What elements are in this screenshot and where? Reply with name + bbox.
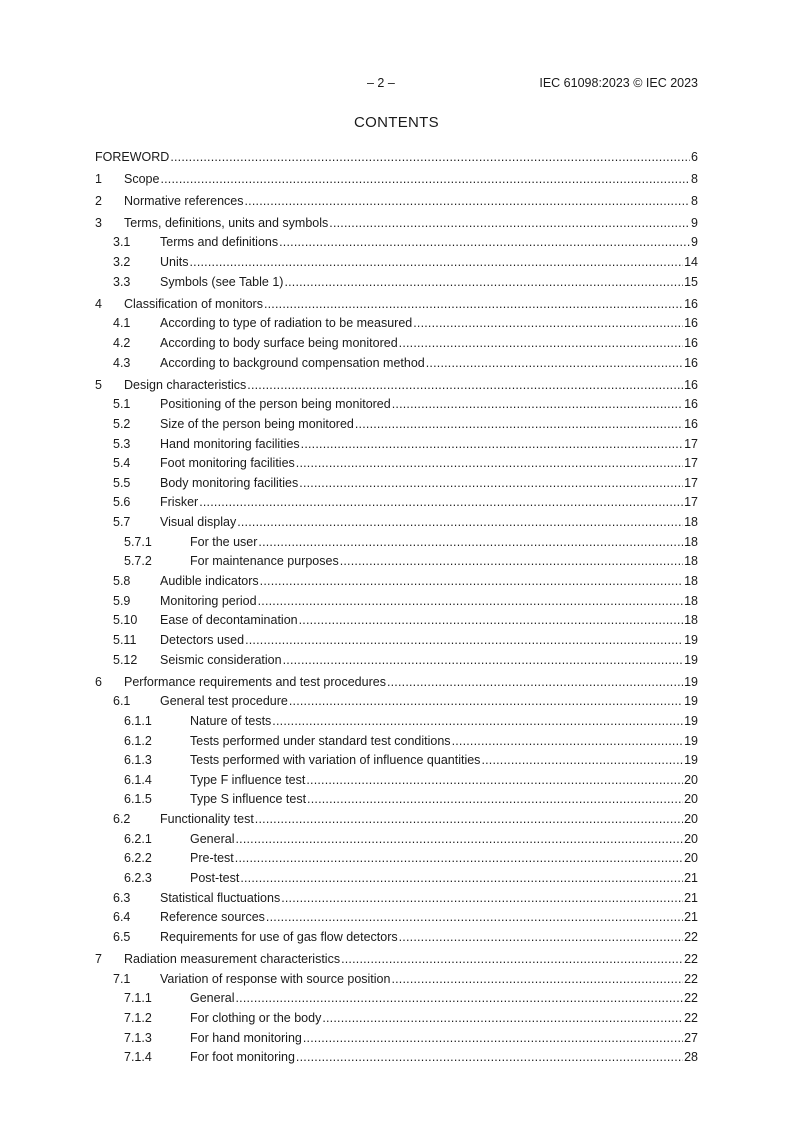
toc-dot-leader [279, 235, 690, 249]
toc-section-number: 7.1.2 [124, 1010, 152, 1025]
copyright-notice: IEC 61098:2023 © IEC 2023 [539, 76, 698, 90]
toc-section-number: 5.10 [113, 613, 138, 628]
toc-section-title: Foot monitoring facilities [160, 456, 295, 471]
toc-section-title: Detectors used [160, 632, 245, 647]
toc-dot-leader [391, 972, 683, 986]
toc-entry[interactable] [95, 627, 698, 647]
toc-section-title: Body monitoring facilities [160, 475, 299, 490]
toc-section-number: 5.1 [113, 397, 131, 412]
toc-entry[interactable] [95, 350, 698, 370]
toc-section-title: Monitoring period [160, 593, 257, 608]
toc-page-number: 16 [684, 397, 698, 412]
toc-section-title: Type S influence test [190, 792, 307, 807]
toc-section-title: General [190, 991, 235, 1006]
toc-dot-leader [199, 495, 683, 509]
toc-section-number: 6.1.4 [124, 772, 152, 787]
toc-entry[interactable] [95, 787, 698, 807]
toc-section-title: Frisker [160, 495, 199, 510]
toc-page-number: 17 [684, 456, 698, 471]
toc-page-number: 18 [684, 534, 698, 549]
toc-entry[interactable] [95, 608, 698, 628]
toc-section-number: 7 [95, 952, 102, 966]
toc-section-number: 6.1 [113, 694, 131, 709]
toc-entry[interactable] [95, 411, 698, 431]
toc-entry[interactable] [95, 669, 698, 689]
toc-entry[interactable] [95, 490, 698, 510]
toc-dot-leader [272, 714, 683, 728]
toc-entry[interactable] [95, 210, 698, 230]
toc-entry[interactable] [95, 986, 698, 1006]
toc-section-number: 6.1.3 [124, 753, 152, 768]
toc-dot-leader [258, 535, 683, 549]
toc-section-title: Reference sources [160, 910, 265, 925]
toc-dot-leader [160, 172, 690, 186]
toc-section-number: 3.2 [113, 255, 131, 270]
toc-section-number: 5.5 [113, 475, 131, 490]
toc-dot-leader [307, 792, 683, 806]
toc-dot-leader [170, 150, 690, 164]
toc-section-title: Hand monitoring facilities [160, 436, 300, 451]
toc-section-title: Size of the person being monitored [160, 416, 354, 431]
toc-page-number: 27 [684, 1030, 698, 1045]
toc-dot-leader [392, 397, 683, 411]
toc-section-number: 6.4 [113, 910, 131, 925]
toc-entry[interactable] [95, 330, 698, 350]
toc-dot-leader [481, 753, 683, 767]
toc-page-number: 21 [684, 890, 698, 905]
toc-section-number: 6.3 [113, 890, 131, 905]
toc-page-number: 18 [684, 515, 698, 530]
toc-page-number: 16 [684, 316, 698, 331]
toc-section-title: Audible indicators [160, 574, 259, 589]
toc-section-number: 6.2.3 [124, 871, 152, 886]
toc-page-number: 21 [684, 871, 698, 886]
toc-entry[interactable] [95, 826, 698, 846]
toc-page-number: 20 [684, 812, 698, 827]
toc-section-title: Tests performed with variation of influence quantities [190, 753, 481, 768]
toc-entry[interactable] [95, 269, 698, 289]
toc-section-number: 5.3 [113, 436, 131, 451]
toc-section-title: For maintenance purposes [190, 554, 339, 569]
toc-section-title: According to type of radiation to be measured [160, 316, 413, 331]
toc-page-number: 19 [684, 694, 698, 709]
toc-section-title: Tests performed under standard test conditions [190, 733, 451, 748]
toc-dot-leader [306, 773, 683, 787]
toc-page-number: 22 [684, 1010, 698, 1025]
toc-section-number: 6 [95, 674, 102, 689]
toc-entry[interactable] [95, 392, 698, 412]
toc-page-number: 19 [684, 674, 698, 689]
toc-section-number: 4.3 [113, 355, 131, 370]
toc-section-title: FOREWORD [95, 149, 170, 164]
toc-page-number: 21 [684, 910, 698, 925]
toc-section-number: 5.8 [113, 574, 131, 589]
toc-section-number: 3.3 [113, 274, 131, 289]
toc-dot-leader [329, 216, 690, 230]
toc-section-number: 5 [95, 377, 102, 392]
toc-section-number: 6.2.2 [124, 851, 152, 866]
toc-section-title: Nature of tests [190, 713, 272, 728]
toc-section-title: For clothing or the body [190, 1010, 322, 1025]
toc-dot-leader [426, 356, 683, 370]
toc-page-number: 18 [684, 554, 698, 569]
toc-page-number: 20 [684, 831, 698, 846]
toc-entry[interactable] [95, 865, 698, 885]
toc-section-number: 5.7.1 [124, 534, 152, 549]
toc-section-title: Post-test [190, 871, 240, 886]
toc-dot-leader [289, 694, 683, 708]
toc-page-number: 20 [684, 792, 698, 807]
toc-dot-leader [245, 633, 683, 647]
toc-entry[interactable] [95, 144, 698, 164]
toc-entry[interactable] [95, 708, 698, 728]
toc-dot-leader [260, 574, 683, 588]
toc-section-title: Ease of decontamination [160, 613, 298, 628]
toc-section-number: 6.1.1 [124, 713, 152, 728]
toc-dot-leader [245, 194, 691, 208]
toc-section-number: 5.6 [113, 495, 131, 510]
toc-page-number: 22 [684, 991, 698, 1006]
toc-dot-leader [322, 1011, 683, 1025]
toc-section-title: Requirements for use of gas flow detectors [160, 929, 398, 944]
toc-section-number: 5.7 [113, 515, 131, 530]
toc-entry[interactable] [95, 748, 698, 768]
toc-page-number: 16 [684, 416, 698, 431]
toc-page-number: 19 [684, 713, 698, 728]
toc-entry[interactable] [95, 588, 698, 608]
toc-dot-leader [255, 812, 683, 826]
toc-section-number: 4.2 [113, 335, 131, 350]
toc-dot-leader [301, 437, 683, 451]
toc-dot-leader [240, 871, 683, 885]
toc-dot-leader [235, 991, 683, 1005]
toc-dot-leader [387, 675, 683, 689]
toc-section-number: 2 [95, 193, 102, 208]
toc-section-title: Seismic consideration [160, 652, 282, 667]
toc-dot-leader [413, 316, 683, 330]
toc-section-title: According to background compensation method [160, 355, 425, 370]
toc-section-number: 5.9 [113, 593, 131, 608]
toc-dot-leader [264, 297, 683, 311]
page-header [95, 76, 698, 92]
toc-dot-leader [452, 734, 684, 748]
toc-dot-leader [296, 1050, 683, 1064]
toc-entry[interactable] [95, 946, 698, 966]
toc-page-number: 22 [684, 929, 698, 944]
toc-section-title: Visual display [160, 515, 237, 530]
toc-entry[interactable] [95, 846, 698, 866]
toc-page-number: 20 [684, 851, 698, 866]
toc-section-title: Type F influence test [190, 772, 306, 787]
toc-section-number: 5.7.2 [124, 554, 152, 569]
toc-section-title: Functionality test [160, 812, 254, 827]
toc-page-number: 16 [684, 377, 698, 392]
toc-section-title: Variation of response with source position [160, 971, 391, 986]
toc-page-number: 9 [691, 235, 698, 250]
toc-dot-leader [281, 891, 683, 905]
toc-entry[interactable] [95, 924, 698, 944]
toc-section-number: 5.12 [113, 652, 138, 667]
toc-entry[interactable] [95, 568, 698, 588]
toc-entry[interactable] [95, 1025, 698, 1045]
toc-page-number: 16 [684, 335, 698, 350]
toc-entry[interactable] [95, 509, 698, 529]
toc-entry[interactable] [95, 728, 698, 748]
toc-entry[interactable] [95, 1045, 698, 1065]
toc-dot-leader [284, 275, 683, 289]
toc-page-number: 15 [684, 274, 698, 289]
toc-page-number: 19 [684, 652, 698, 667]
toc-dot-leader [303, 1031, 683, 1045]
toc-section-title: For hand monitoring [190, 1030, 302, 1045]
toc-page-number: 18 [684, 613, 698, 628]
toc-page-number: 17 [684, 436, 698, 451]
toc-page-number: 16 [684, 296, 698, 311]
toc-entry[interactable] [95, 291, 698, 311]
toc-page-number: 28 [684, 1050, 698, 1065]
toc-entry[interactable] [95, 188, 698, 208]
toc-dot-leader [237, 515, 683, 529]
toc-page-number: 17 [684, 475, 698, 490]
toc-entry[interactable] [95, 249, 698, 269]
toc-page-number: 14 [684, 255, 698, 270]
toc-section-number: 7.1.1 [124, 991, 152, 1006]
toc-page-number: 22 [684, 971, 698, 986]
toc-entry[interactable] [95, 166, 698, 186]
toc-section-number: 6.1.5 [124, 792, 152, 807]
toc-section-number: 7.1.3 [124, 1030, 152, 1045]
toc-page-number: 9 [691, 215, 698, 230]
toc-dot-leader [299, 476, 683, 490]
toc-entry[interactable] [95, 689, 698, 709]
toc-section-number: 5.4 [113, 456, 131, 471]
toc-entry[interactable] [95, 549, 698, 569]
toc-section-title: For foot monitoring [190, 1050, 295, 1065]
toc-page-number: 6 [691, 149, 698, 164]
toc-section-title: Symbols (see Table 1) [160, 274, 284, 289]
toc-page-number: 16 [684, 355, 698, 370]
toc-dot-leader [235, 832, 683, 846]
toc-dot-leader [283, 653, 684, 667]
toc-section-number: 1 [95, 171, 102, 186]
toc-section-number: 6.2 [113, 812, 131, 827]
toc-entry[interactable] [95, 470, 698, 490]
toc-page-number: 20 [684, 772, 698, 787]
toc-entry[interactable] [95, 767, 698, 787]
toc-section-number: 4.1 [113, 316, 131, 331]
toc-dot-leader [189, 255, 683, 269]
toc-dot-leader [399, 930, 683, 944]
page-number: – 2 – [367, 76, 395, 90]
toc-dot-leader [296, 456, 683, 470]
toc-section-title: Normative references [124, 193, 244, 208]
toc-dot-leader [341, 952, 683, 966]
toc-section-title: Pre-test [190, 851, 234, 866]
toc-section-number: 3 [95, 215, 102, 230]
toc-dot-leader [399, 336, 683, 350]
toc-entry[interactable] [95, 885, 698, 905]
toc-page-number: 17 [684, 495, 698, 510]
toc-section-title: For the user [190, 534, 258, 549]
toc-entry[interactable] [95, 1005, 698, 1025]
toc-page-number: 8 [691, 193, 698, 208]
toc-section-number: 6.5 [113, 929, 131, 944]
toc-section-title: Classification of monitors [124, 296, 263, 311]
toc-dot-leader [266, 910, 683, 924]
toc-entry[interactable] [95, 905, 698, 925]
toc-entry[interactable] [95, 451, 698, 471]
toc-section-title: General test procedure [160, 694, 288, 709]
toc-entry[interactable] [95, 647, 698, 667]
toc-section-title: According to body surface being monitored [160, 335, 398, 350]
toc-dot-leader [247, 378, 683, 392]
toc-section-number: 7.1 [113, 971, 131, 986]
toc-section-title: Terms, definitions, units and symbols [124, 215, 329, 230]
toc-page-number: 8 [691, 171, 698, 186]
toc-section-title: Terms and definitions [160, 235, 279, 250]
toc-section-title: Positioning of the person being monitored [160, 397, 391, 412]
toc-entry[interactable] [95, 806, 698, 826]
toc-dot-leader [258, 594, 684, 608]
toc-section-number: 3.1 [113, 235, 131, 250]
toc-dot-leader [355, 417, 683, 431]
toc-section-number: 5.2 [113, 416, 131, 431]
toc-page-number: 19 [684, 753, 698, 768]
toc-page-number: 22 [684, 952, 698, 966]
toc-page-number: 18 [684, 593, 698, 608]
toc-entry[interactable] [95, 372, 698, 392]
toc-entry[interactable] [95, 966, 698, 986]
toc-section-number: 6.1.2 [124, 733, 152, 748]
toc-page-number: 19 [684, 632, 698, 647]
toc-entry[interactable] [95, 311, 698, 331]
toc-section-number: 4 [95, 296, 102, 311]
toc-section-title: Statistical fluctuations [160, 890, 281, 905]
toc-section-title: General [190, 831, 235, 846]
toc-entry[interactable] [95, 529, 698, 549]
toc-entry[interactable] [95, 230, 698, 250]
toc-section-title: Radiation measurement characteristics [124, 952, 341, 966]
toc-section-number: 5.11 [113, 632, 137, 647]
toc-section-number: 6.2.1 [124, 831, 152, 846]
toc-dot-leader [340, 554, 683, 568]
toc-section-title: Design characteristics [124, 377, 247, 392]
contents-title: CONTENTS [354, 114, 439, 131]
toc-dot-leader [235, 851, 683, 865]
toc-page-number: 18 [684, 574, 698, 589]
toc-dot-leader [299, 613, 684, 627]
toc-section-number: 7.1.4 [124, 1050, 152, 1065]
toc-section-title: Scope [124, 171, 160, 186]
toc-entry[interactable] [95, 431, 698, 451]
toc-section-title: Units [160, 255, 189, 270]
table-of-contents [95, 144, 698, 1064]
toc-section-title: Performance requirements and test procedures [124, 674, 386, 689]
toc-page-number: 19 [684, 733, 698, 748]
